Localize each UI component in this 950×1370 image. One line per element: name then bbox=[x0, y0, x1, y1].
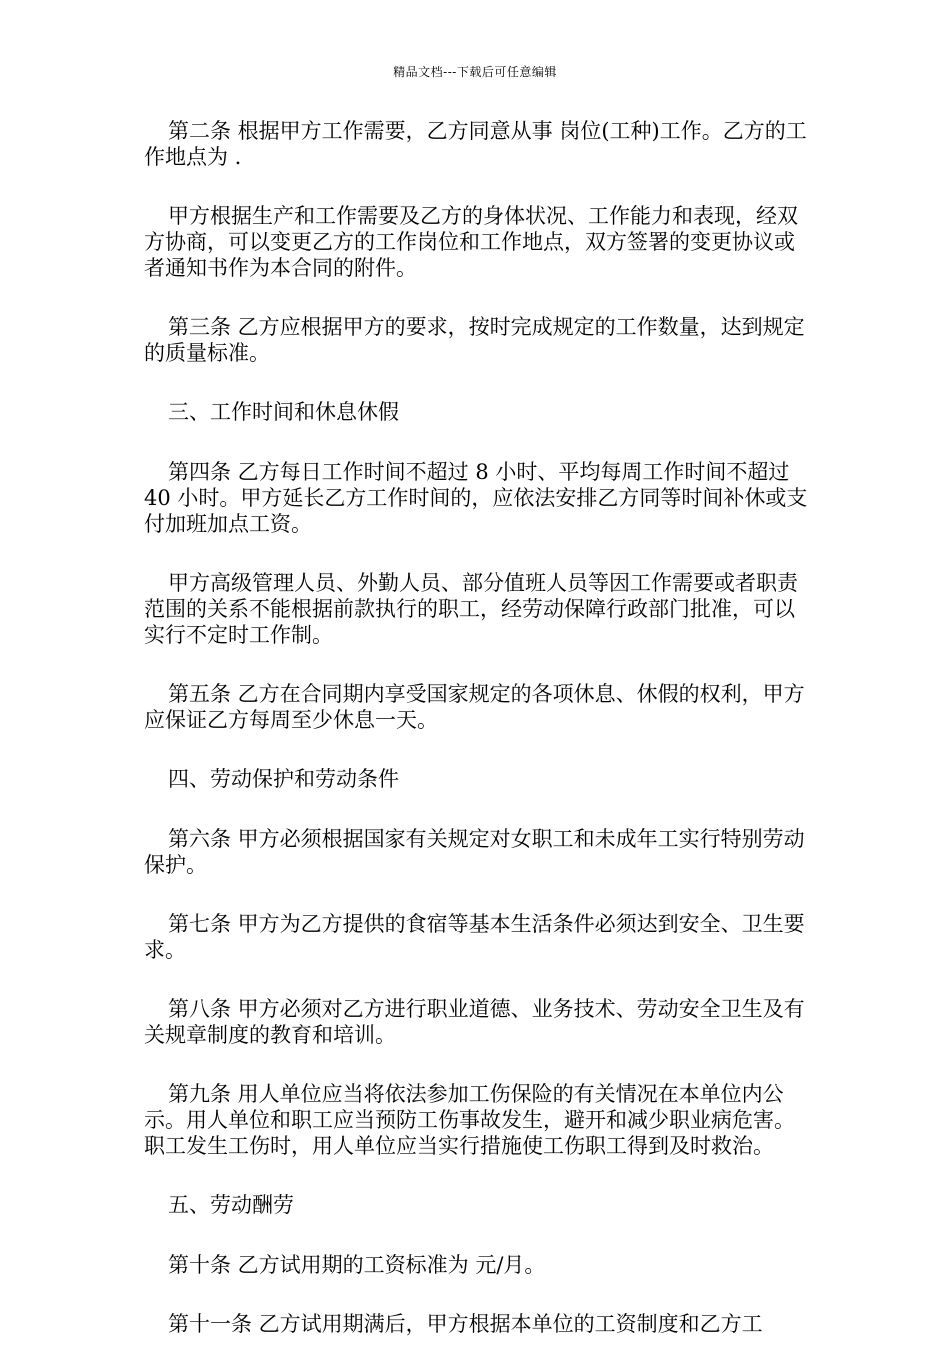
paragraph-article-8: 第八条 甲方必须对乙方进行职业道德、业务技术、劳动安全卫生及有关规章制度的教育和培训。 bbox=[144, 997, 805, 1047]
paragraph-article-10: 第十条 乙方试用期的工资标准为 元/月。 bbox=[168, 1253, 546, 1277]
paragraph-article-6: 第六条 甲方必须根据国家有关规定对女职工和未成年工实行特别劳动保护。 bbox=[144, 827, 805, 877]
paragraph-article-2: 第二条 根据甲方工作需要，乙方同意从事 岗位(工种)工作。乙方的工作地点为 . bbox=[144, 119, 807, 169]
paragraph-article-5: 第五条 乙方在合同期内享受国家规定的各项休息、休假的权利，甲方应保证乙方每周至少休息一天。 bbox=[144, 682, 805, 732]
paragraph-article-11: 第十一条 乙方试用期满后，甲方根据本单位的工资制度和乙方工 bbox=[168, 1312, 763, 1336]
document-body bbox=[144, 118, 808, 1370]
section-heading-remuneration: 五、劳动酬劳 bbox=[168, 1193, 294, 1217]
paragraph-article-3: 第三条 乙方应根据甲方的要求，按时完成规定的工作数量，达到规定的质量标准。 bbox=[144, 315, 805, 365]
paragraph-flexible-hours: 甲方高级管理人员、外勤人员、部分值班人员等因工作需要或者职责范围的关系不能根据前款执行的职工，经劳动保障行政部门批准，可以实行不定时工作制。 bbox=[144, 571, 798, 647]
paragraph-article-7: 第七条 甲方为乙方提供的食宿等基本生活条件必须达到安全、卫生要求。 bbox=[144, 912, 805, 962]
paragraph-article-9: 第九条 用人单位应当将依法参加工伤保险的有关情况在本单位内公示。用人单位和职工应当预防工伤事故发生，避开和减少职业病危害。 职工发生工伤时，用人单位应当实行措施使工伤职工得到及时救治。 bbox=[144, 1082, 795, 1158]
section-heading-working-hours: 三、工作时间和休息休假 bbox=[168, 400, 399, 424]
page-header: 精品文档---下载后可任意编辑 bbox=[393, 65, 557, 79]
paragraph-job-change: 甲方根据生产和工作需要及乙方的身体状况、工作能力和表现，经双方协商，可以变更乙方的工作岗位和工作地点，双方签署的变更协议或者通知书作为本合同的附件。 bbox=[144, 204, 798, 280]
section-heading-labor-protection: 四、劳动保护和劳动条件 bbox=[168, 767, 399, 791]
paragraph-article-4: 第四条 乙方每日工作时间不超过 8 小时、平均每周工作时间不超过 40 小时。甲方延长乙方工作时间的，应依法安排乙方同等时间补休或支付加班加点工资。 bbox=[144, 460, 808, 536]
